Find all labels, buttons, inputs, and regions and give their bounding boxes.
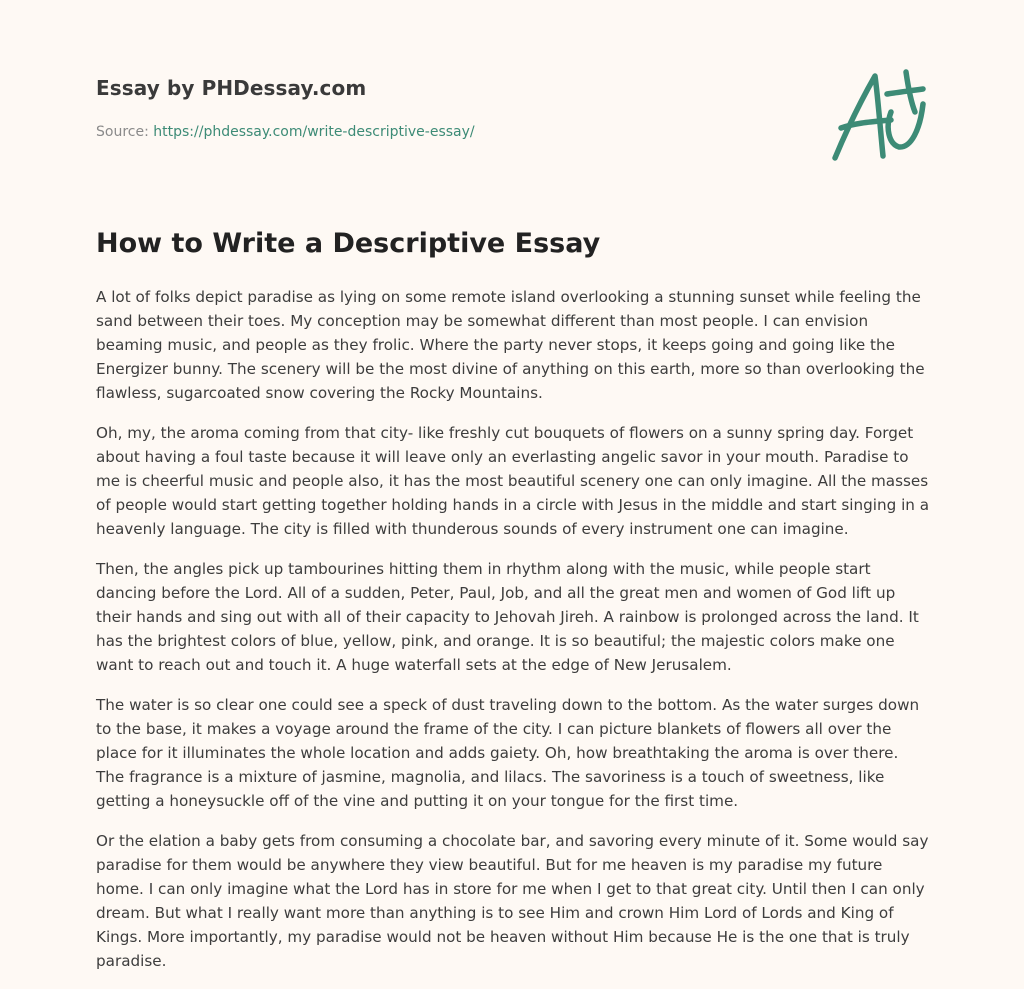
essay-body [96, 285, 931, 989]
source-label: Source: [96, 124, 149, 140]
essay-paragraph: The water is so clear one could see a speck of dust traveling down to the bottom. As the water surges down to the base, it makes a voyage around the frame of the city. I can picture blankets of flowers all over the place for it illuminates the whole location and adds gaiety. Oh, how breathtaking the aroma is over there. The fragrance is a mixture of jasmine, magnolia, and lilacs. The savoriness is a touch of sweetness, like getting a honeysuckle off of the vine and putting it on your tongue for the first time. [96, 696, 920, 810]
essay-paragraph: A lot of folks depict paradise as lying on some remote island overlooking a stunning sunset while feeling the sand between their toes. My conception may be somewhat different than most people. I can envision beaming music, and people as they frolic. Where the party never stops, it keeps going and going like the Energizer bunny. The scenery will be the most divine of anything on this earth, more so than overlooking the flawless, sugarcoated snow covering the Rocky Mountains. [96, 288, 925, 402]
essay-title: How to Write a Descriptive Essay [96, 228, 601, 259]
essay-paragraph: Or the elation a baby gets from consuming a chocolate bar, and savoring every minute of it. Some would say paradise for them would be anywhere they view beautiful. But for me heaven is my paradise my future home. I can only imagine what the Lord has in store for me when I get to that great city. Until then I can only dream. But what I really want more than anything is to see Him and crown Him Lord of Lords and King of Kings. More importantly, my paradise would not be heaven without Him because He is the one that is truly paradise. [96, 832, 929, 970]
a-plus-icon [829, 68, 929, 164]
essay-paragraph: Then, the angles pick up tambourines hitting them in rhythm along with the music, while people start dancing before the Lord. All of a sudden, Peter, Paul, Job, and all the great men and women of God lift up their hands and sing out with all of their capacity to Jehovah Jireh. A rainbow is prolonged across the land. It has the brightest colors of blue, yellow, pink, and orange. It is so beautiful; the majestic colors make one want to reach out and touch it. A huge waterfall sets at the edge of New Jerusalem. [96, 560, 919, 674]
source-line [96, 124, 475, 140]
source-link[interactable]: https://phdessay.com/write-descriptive-essay/ [153, 124, 475, 140]
brand-title: Essay by PHDessay.com [96, 76, 367, 100]
essay-paragraph: Oh, my, the aroma coming from that city- like freshly cut bouquets of flowers on a sunny spring day. Forget about having a foul taste because it will leave only an everlasting angelic savor in your mouth. Paradise to me is cheerful music and people also, it has the most beautiful scenery one can only imagine. All the masses of people would start getting together holding hands in a circle with Jesus in the middle and start singing in a heavenly language. The city is filled with thunderous sounds of every instrument one can imagine. [96, 424, 930, 538]
header [96, 0, 927, 178]
